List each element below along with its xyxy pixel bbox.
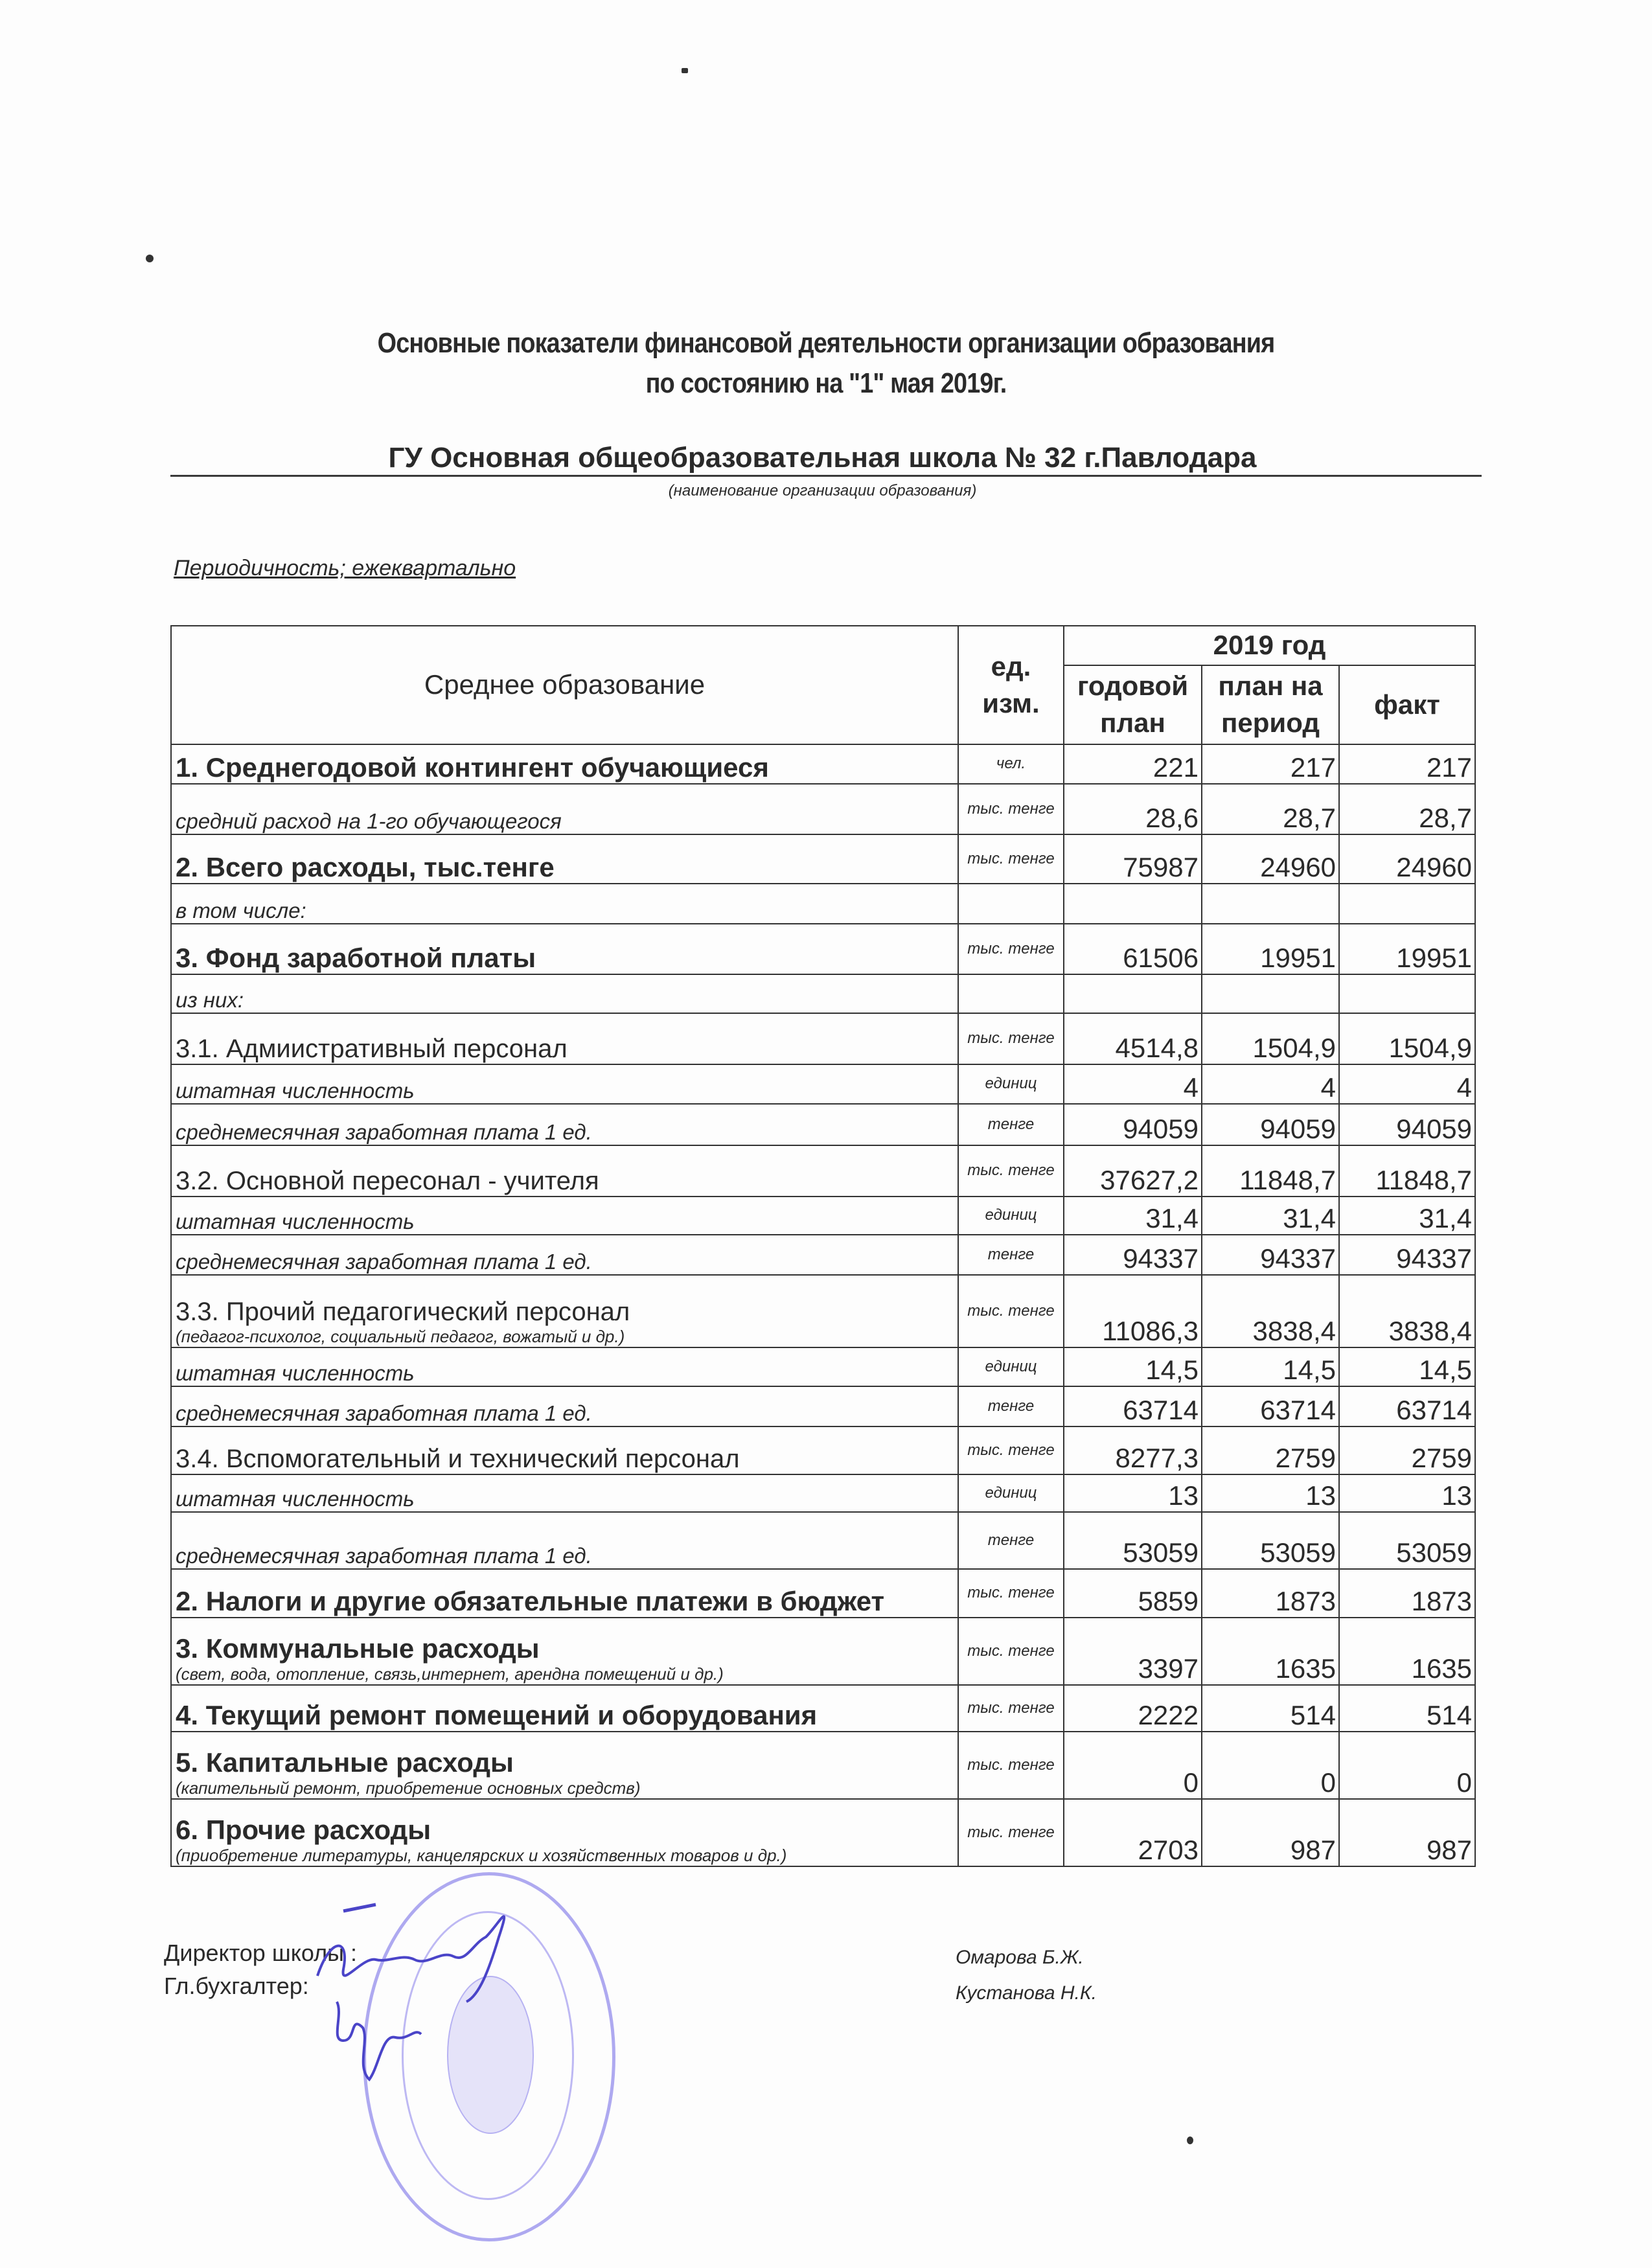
- row-period-plan: 14,5: [1202, 1347, 1339, 1386]
- scan-speck: [1187, 2136, 1193, 2144]
- row-annual-plan: 4: [1064, 1064, 1202, 1104]
- row-annual-plan: 13: [1064, 1474, 1202, 1512]
- table-row: [171, 1618, 1475, 1685]
- organization-name: ГУ Основная общеобразовательная школа № 32 г.Павлодара: [388, 442, 1257, 474]
- row-annual-plan: 2703: [1064, 1799, 1202, 1866]
- table-row: [171, 744, 1475, 784]
- row-fact: 53059: [1339, 1512, 1475, 1569]
- table-row: [171, 884, 1475, 924]
- row-fact: 987: [1339, 1799, 1475, 1866]
- row-label: среднемесячная заработная плата 1 ед.: [176, 1120, 592, 1144]
- row-annual-plan: 61506: [1064, 924, 1202, 974]
- row-annual-plan: 31,4: [1064, 1197, 1202, 1235]
- row-unit: тыс. тенге: [958, 1426, 1064, 1474]
- header-annual-plan: годовой план: [1064, 665, 1202, 744]
- row-label: среднемесячная заработная плата 1 ед.: [176, 1401, 592, 1425]
- row-label: 3.1. Адмиистративный персонал: [176, 1035, 568, 1063]
- row-label: штатная численность: [176, 1079, 415, 1103]
- row-note: (свет, вода, отопление, связь,интернет, арендна помещений и др.): [176, 1664, 724, 1684]
- row-label: 3.3. Прочий педагогический персонал: [176, 1298, 630, 1326]
- row-unit: тыс. тенге: [958, 784, 1064, 834]
- row-label-cell: [171, 884, 958, 924]
- row-period-plan: 1873: [1202, 1569, 1339, 1618]
- row-annual-plan: 94059: [1064, 1104, 1202, 1145]
- row-fact: 28,7: [1339, 784, 1475, 834]
- row-annual-plan: 0: [1064, 1732, 1202, 1799]
- row-fact: 2759: [1339, 1426, 1475, 1474]
- row-unit: единиц: [958, 1064, 1064, 1104]
- header-unit: ед. изм.: [958, 626, 1064, 744]
- accountant-label: Гл.бухгалтер:: [164, 1973, 309, 1999]
- row-label-cell: [171, 974, 958, 1013]
- table-row: [171, 1235, 1475, 1275]
- row-label: 2. Всего расходы, тыс.тенге: [176, 852, 555, 882]
- row-period-plan: 24960: [1202, 834, 1339, 884]
- scan-speck: [682, 68, 688, 73]
- row-fact: [1339, 974, 1475, 1013]
- row-label-cell: [171, 1235, 958, 1275]
- row-note: (капительный ремонт, приобретение основных средств): [176, 1778, 641, 1798]
- row-label: среднемесячная заработная плата 1 ед.: [176, 1544, 592, 1568]
- row-label: средний расход на 1-го обучающегося: [176, 809, 562, 833]
- table-row: [171, 1013, 1475, 1064]
- row-unit: единиц: [958, 1197, 1064, 1235]
- row-label-cell: [171, 1426, 958, 1474]
- row-label-cell: [171, 1618, 958, 1685]
- row-period-plan: 28,7: [1202, 784, 1339, 834]
- row-annual-plan: 37627,2: [1064, 1145, 1202, 1197]
- row-fact: 14,5: [1339, 1347, 1475, 1386]
- table-row: [171, 1197, 1475, 1235]
- row-label-cell: [171, 1685, 958, 1732]
- row-unit: единиц: [958, 1474, 1064, 1512]
- row-period-plan: 0: [1202, 1732, 1339, 1799]
- row-label-cell: [171, 1104, 958, 1145]
- row-fact: 1504,9: [1339, 1013, 1475, 1064]
- row-unit: тенге: [958, 1386, 1064, 1426]
- director-label: Директор школы :: [164, 1940, 357, 1966]
- table-row: [171, 1512, 1475, 1569]
- row-period-plan: 13: [1202, 1474, 1339, 1512]
- row-label-cell: [171, 924, 958, 974]
- row-label-cell: [171, 744, 958, 784]
- row-annual-plan: 75987: [1064, 834, 1202, 884]
- table-row: [171, 784, 1475, 834]
- row-label: 3. Коммунальные расходы: [176, 1633, 540, 1664]
- document-title-line1: Основные показатели финансовой деятельности организации образования: [377, 327, 1275, 359]
- row-period-plan: 19951: [1202, 924, 1339, 974]
- row-annual-plan: 3397: [1064, 1618, 1202, 1685]
- row-unit: тыс. тенге: [958, 1145, 1064, 1197]
- row-fact: 31,4: [1339, 1197, 1475, 1235]
- row-fact: 24960: [1339, 834, 1475, 884]
- row-unit: единиц: [958, 1347, 1064, 1386]
- row-period-plan: 1504,9: [1202, 1013, 1339, 1064]
- row-unit: тенге: [958, 1104, 1064, 1145]
- table-row: [171, 974, 1475, 1013]
- row-annual-plan: 8277,3: [1064, 1426, 1202, 1474]
- row-fact: 94337: [1339, 1235, 1475, 1275]
- header-fact: факт: [1339, 665, 1475, 744]
- row-unit: тыс. тенге: [958, 1569, 1064, 1618]
- row-unit: тыс. тенге: [958, 1618, 1064, 1685]
- row-period-plan: 94337: [1202, 1235, 1339, 1275]
- periodicity-label: Периодичность; ежеквартально: [174, 556, 516, 580]
- row-note: (педагог-психолог, социальный педагог, вожатый и др.): [176, 1327, 625, 1346]
- row-label-cell: [171, 834, 958, 884]
- row-unit: тыс. тенге: [958, 924, 1064, 974]
- accountant-signature-icon: [317, 1989, 447, 2099]
- organization-caption: (наименование организации образования): [668, 482, 977, 499]
- row-label-cell: [171, 1386, 958, 1426]
- row-period-plan: 53059: [1202, 1512, 1339, 1569]
- row-period-plan: 514: [1202, 1685, 1339, 1732]
- row-fact: 11848,7: [1339, 1145, 1475, 1197]
- row-label-cell: [171, 1197, 958, 1235]
- document-title-line2: по состоянию на "1" мая 2019г.: [645, 367, 1007, 399]
- table-row: [171, 1064, 1475, 1104]
- row-label: штатная численность: [176, 1209, 415, 1233]
- table-row: [171, 924, 1475, 974]
- row-label-cell: [171, 1013, 958, 1064]
- row-period-plan: [1202, 974, 1339, 1013]
- row-fact: 514: [1339, 1685, 1475, 1732]
- row-annual-plan: 4514,8: [1064, 1013, 1202, 1064]
- row-annual-plan: [1064, 974, 1202, 1013]
- row-unit: [958, 974, 1064, 1013]
- table-row: [171, 1474, 1475, 1512]
- scan-speck: [146, 255, 154, 262]
- row-label: среднемесячная заработная плата 1 ед.: [176, 1250, 592, 1274]
- row-label: 3.4. Вспомогательный и технический персонал: [176, 1445, 740, 1473]
- row-unit: тыс. тенге: [958, 1685, 1064, 1732]
- row-period-plan: 63714: [1202, 1386, 1339, 1426]
- table-row: [171, 1386, 1475, 1426]
- table-row: [171, 1347, 1475, 1386]
- row-fact: 1873: [1339, 1569, 1475, 1618]
- row-annual-plan: 14,5: [1064, 1347, 1202, 1386]
- table-body: [171, 744, 1475, 1866]
- row-fact: 1635: [1339, 1618, 1475, 1685]
- row-label: в том числе:: [176, 899, 306, 922]
- row-fact: 0: [1339, 1732, 1475, 1799]
- row-unit: тыс. тенге: [958, 834, 1064, 884]
- row-label: штатная численность: [176, 1487, 415, 1511]
- row-label: 5. Капитальные расходы: [176, 1747, 514, 1778]
- row-label-cell: [171, 1064, 958, 1104]
- row-period-plan: 4: [1202, 1064, 1339, 1104]
- row-period-plan: 1635: [1202, 1618, 1339, 1685]
- row-label: 3.2. Основной пересонал - учителя: [176, 1167, 599, 1195]
- row-fact: 63714: [1339, 1386, 1475, 1426]
- table-row: [171, 1145, 1475, 1197]
- accountant-name: Кустанова Н.К.: [956, 1982, 1097, 2004]
- row-unit: тыс. тенге: [958, 1732, 1064, 1799]
- row-period-plan: [1202, 884, 1339, 924]
- row-label-cell: [171, 1145, 958, 1197]
- row-label-cell: [171, 784, 958, 834]
- row-annual-plan: 5859: [1064, 1569, 1202, 1618]
- table-row: [171, 834, 1475, 884]
- row-period-plan: 31,4: [1202, 1197, 1339, 1235]
- row-unit: тыс. тенге: [958, 1275, 1064, 1347]
- row-note: (приобретение литературы, канцелярских и хозяйственных товаров и др.): [176, 1846, 787, 1865]
- row-annual-plan: 2222: [1064, 1685, 1202, 1732]
- table-row: [171, 1426, 1475, 1474]
- row-annual-plan: 28,6: [1064, 784, 1202, 834]
- row-fact: 217: [1339, 744, 1475, 784]
- row-fact: 13: [1339, 1474, 1475, 1512]
- row-period-plan: 987: [1202, 1799, 1339, 1866]
- row-label: 6. Прочие расходы: [176, 1815, 431, 1845]
- row-fact: 19951: [1339, 924, 1475, 974]
- header-year: 2019 год: [1064, 626, 1475, 665]
- row-period-plan: 3838,4: [1202, 1275, 1339, 1347]
- row-label-cell: [171, 1512, 958, 1569]
- row-label: из них:: [176, 988, 244, 1012]
- row-label: 1. Среднегодовой контингент обучающиеся: [176, 752, 769, 783]
- row-annual-plan: 221: [1064, 744, 1202, 784]
- row-period-plan: 217: [1202, 744, 1339, 784]
- row-label: 2. Налоги и другие обязательные платежи в бюджет: [176, 1586, 885, 1616]
- row-annual-plan: 53059: [1064, 1512, 1202, 1569]
- row-unit: тенге: [958, 1512, 1064, 1569]
- table-row: [171, 1685, 1475, 1732]
- row-label: 3. Фонд заработной платы: [176, 943, 536, 973]
- row-label-cell: [171, 1474, 958, 1512]
- financial-indicators-table: [170, 625, 1476, 1867]
- row-fact: 3838,4: [1339, 1275, 1475, 1347]
- row-annual-plan: 94337: [1064, 1235, 1202, 1275]
- table-row: [171, 1275, 1475, 1347]
- row-label-cell: [171, 1275, 958, 1347]
- row-annual-plan: [1064, 884, 1202, 924]
- table-row: [171, 1732, 1475, 1799]
- row-unit: тыс. тенге: [958, 1013, 1064, 1064]
- row-label-cell: [171, 1732, 958, 1799]
- header-period-plan: план на период: [1202, 665, 1339, 744]
- table-row: [171, 1569, 1475, 1618]
- row-label-cell: [171, 1347, 958, 1386]
- row-label: 4. Текущий ремонт помещений и оборудования: [176, 1700, 818, 1730]
- row-fact: 4: [1339, 1064, 1475, 1104]
- header-section: Среднее образование: [171, 626, 958, 744]
- row-label: штатная численность: [176, 1361, 415, 1385]
- row-period-plan: 2759: [1202, 1426, 1339, 1474]
- table-row: [171, 1799, 1475, 1866]
- row-unit: [958, 884, 1064, 924]
- organization-underline: [170, 475, 1482, 477]
- row-period-plan: 11848,7: [1202, 1145, 1339, 1197]
- row-unit: тенге: [958, 1235, 1064, 1275]
- table-row: [171, 1104, 1475, 1145]
- row-annual-plan: 63714: [1064, 1386, 1202, 1426]
- row-label-cell: [171, 1799, 958, 1866]
- row-unit: тыс. тенге: [958, 1799, 1064, 1866]
- row-label-cell: [171, 1569, 958, 1618]
- row-unit: чел.: [958, 744, 1064, 784]
- row-fact: [1339, 884, 1475, 924]
- row-annual-plan: 11086,3: [1064, 1275, 1202, 1347]
- row-fact: 94059: [1339, 1104, 1475, 1145]
- row-period-plan: 94059: [1202, 1104, 1339, 1145]
- director-name: Омарова Б.Ж.: [956, 1947, 1084, 1968]
